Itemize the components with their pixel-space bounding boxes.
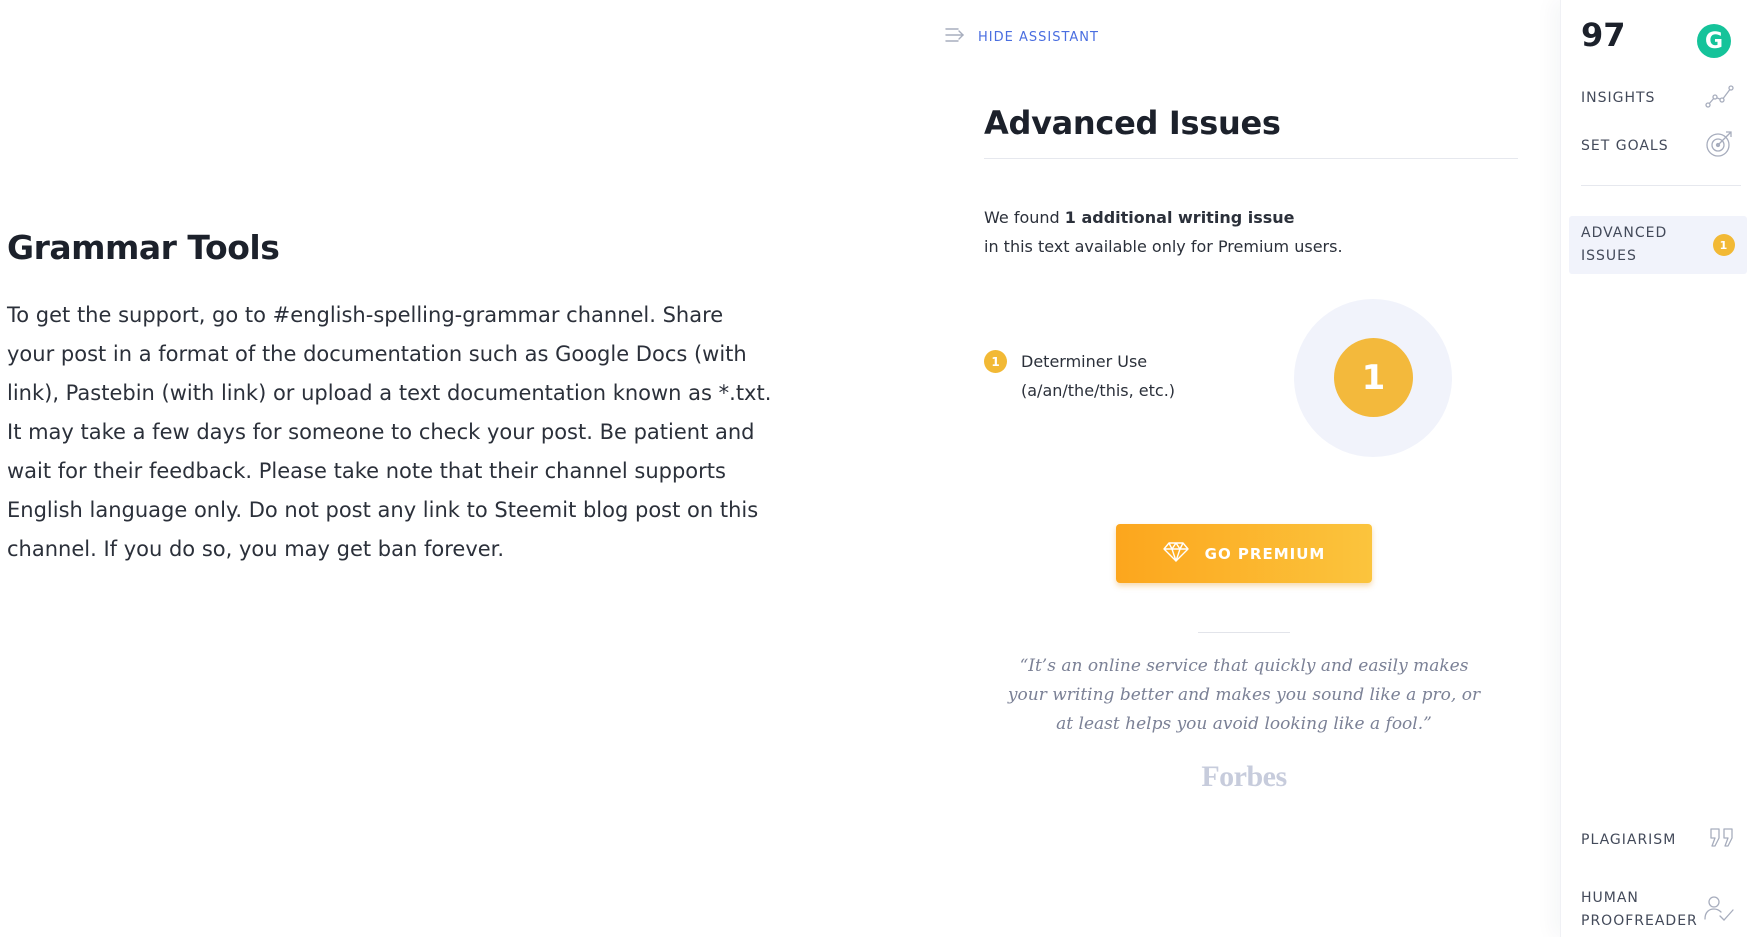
trend-line-icon [1705, 84, 1735, 112]
sidebar-item-advanced-issues[interactable] [1569, 216, 1747, 274]
sidebar-item-human-proofreader[interactable] [1569, 885, 1747, 935]
person-check-icon [1703, 894, 1735, 926]
issue-item[interactable] [984, 350, 1175, 405]
found-issues-text [984, 203, 1343, 261]
hide-assistant-label: HIDE ASSISTANT [978, 29, 1099, 45]
hide-assistant-icon [944, 26, 966, 48]
issue-count-badge: 1 [984, 350, 1007, 373]
panel-title: Advanced Issues [984, 104, 1281, 142]
found-suffix: in this text available only for Premium users. [984, 237, 1343, 256]
diamond-icon [1163, 542, 1189, 566]
overall-score[interactable]: 97 [1581, 16, 1626, 54]
divider [984, 158, 1518, 159]
issue-detail: (a/an/the/this, etc.) [1021, 381, 1176, 400]
sidebar-item-label: ADVANCED ISSUES [1581, 225, 1668, 264]
issue-name: Determiner Use [1021, 352, 1148, 371]
sidebar-item-insights[interactable] [1569, 82, 1747, 114]
sidebar-item-label: SET GOALS [1581, 137, 1669, 154]
divider [1581, 185, 1741, 186]
found-count-text: 1 additional writing issue [1064, 208, 1295, 227]
divider [1198, 632, 1290, 633]
testimonial-quote: “It’s an online service that quickly and easily makes your writing better and makes you sound like a pro, or at least helps you avoid looking like a fool.” [1007, 656, 1481, 734]
quote-marks-icon [1709, 826, 1735, 854]
issue-count-halo [1294, 299, 1452, 457]
target-icon [1705, 129, 1735, 163]
issue-count-circle: 1 [1334, 338, 1413, 417]
advanced-issues-count-badge: 1 [1713, 234, 1735, 256]
sidebar-item-label: PLAGIARISM [1581, 831, 1677, 848]
sidebar-item-plagiarism[interactable] [1569, 824, 1747, 856]
sidebar-item-label: INSIGHTS [1581, 89, 1656, 106]
go-premium-button[interactable] [1116, 524, 1372, 583]
document-body[interactable]: To get the support, go to #english-spelling-grammar channel. Share your post in a format of the documentation such as Google Docs (with link), Pastebin (with link) or upload a text documentation known as *.txt. It may take a few days for someone to check your post. Be patient and wait for their feedback. Please take note that their channel supports English language only. Do not post any link to Steemit blog post on this channel. If you do so, you may get ban forever. [7, 303, 772, 561]
sidebar-item-label: HUMAN PROOFREADER [1581, 890, 1698, 929]
assistant-panel [940, 0, 1560, 937]
issue-text [1021, 347, 1175, 405]
go-premium-label: GO PREMIUM [1204, 544, 1326, 563]
document-title[interactable]: Grammar Tools [7, 228, 280, 267]
hide-assistant-button[interactable] [944, 26, 1099, 48]
found-prefix: We found [984, 208, 1065, 227]
right-sidebar [1560, 0, 1751, 937]
sidebar-item-set-goals[interactable] [1569, 130, 1747, 162]
grammarly-logo-icon[interactable]: G [1697, 24, 1731, 58]
testimonial-source-logo: Forbes [1201, 760, 1287, 793]
